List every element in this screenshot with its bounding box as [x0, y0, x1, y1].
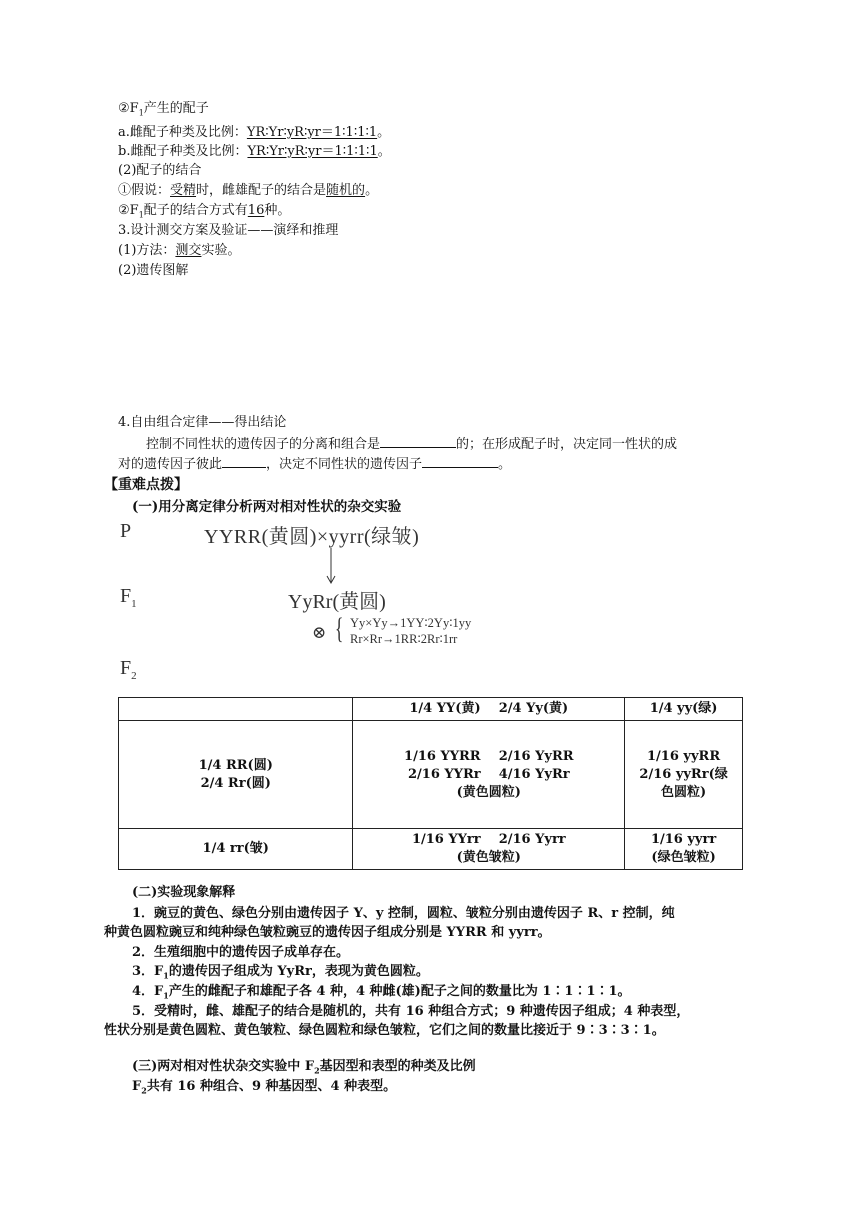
subscript: 1 — [163, 990, 169, 1001]
line-text: 的遗传因子组成为 YyRr，表现为黄色圆粒。 — [168, 964, 429, 979]
f2-generation-label — [120, 657, 137, 682]
f-symbol: F — [129, 203, 139, 218]
heading-text: 产生的配子 — [143, 101, 209, 116]
line-text: 产生的雌配子和雄配子各 4 种，4 种雌(雄)配子之间的数量比为 1∶1∶1∶1。 — [168, 984, 631, 999]
circle-number: ② — [118, 101, 130, 116]
f-symbol: F — [120, 585, 132, 607]
method-line — [118, 242, 240, 260]
cell-line: 1/16 yyRR — [647, 748, 721, 764]
combination-heading: (2)配子的结合 — [118, 163, 202, 178]
circle-number: ② — [118, 203, 130, 218]
gamete-ratio-answer: YR∶Yr∶yR∶yr＝1∶1∶1∶1 — [247, 144, 378, 159]
explanation-item-1-line-2: 种黄色圆粒豌豆和纯种绿色皱粒豌豆的遗传因子组成分别是 YYRR 和 yyrr。 — [104, 925, 551, 940]
self-cross-icon: ⊗ — [312, 623, 327, 642]
f-symbol: F — [120, 657, 132, 679]
f-symbol: F — [132, 1079, 142, 1094]
table-row-label — [119, 721, 353, 829]
cell-line: 1/16 yyrr — [650, 832, 717, 847]
line-text: (三)两对相对性状杂交实验中 F — [132, 1059, 315, 1074]
table-row — [119, 721, 743, 829]
subscript: 1 — [138, 108, 144, 118]
cell-line: 色圆粒) — [661, 784, 707, 800]
table-cell — [625, 829, 743, 870]
line-prefix: b.雌配子种类及比例： — [118, 144, 248, 159]
subscript: 1 — [138, 210, 144, 220]
f1-genotype-text: YyRr(黄圆) — [288, 591, 386, 613]
brace-icon: { — [334, 612, 344, 645]
punctuation: 。 — [377, 144, 391, 159]
f2-genotype-table — [118, 697, 743, 870]
table-header-cell: 1/4 YY(黄) 2/4 Yy(黄) — [353, 698, 625, 721]
random-answer: 随机的 — [326, 183, 366, 198]
subscript: 1 — [163, 970, 169, 981]
f1-generation-label — [120, 585, 137, 610]
hypothesis-line — [118, 182, 378, 200]
line-prefix: (1)方法： — [118, 243, 176, 258]
cell-line: (黄色圆粒) — [456, 784, 521, 800]
line-text: 的；在形成配子时，决定同一性状的成 — [456, 437, 678, 452]
rr-cross-text: Rr×Rr→1RR∶2Rr∶1rr — [350, 632, 458, 646]
types-ratio-summary — [132, 1078, 396, 1100]
cell-line: (黄色皱粒) — [456, 850, 521, 865]
punctuation: 。 — [365, 183, 379, 198]
subscript: 2 — [141, 1085, 147, 1096]
line-text: 控制不同性状的遗传因子的分离和组合是 — [146, 437, 381, 452]
explanation-item-3 — [132, 963, 429, 985]
line-text: 对的遗传因子彼此 — [118, 457, 223, 472]
line-text: ，决定不同性状的遗传因子 — [266, 457, 423, 472]
fill-blank[interactable] — [222, 454, 266, 468]
testcross-heading: 3.设计测交方案及验证——演绎和推理 — [118, 223, 339, 238]
p-cross-text: YYRR(黄圆)×yyrr(绿皱) — [204, 526, 420, 548]
label-line: 1/4 rr(皱) — [202, 841, 269, 856]
line-text: 4．F — [132, 984, 164, 999]
explanation-item-4 — [132, 983, 631, 1005]
cell-line: 1/16 YYRR 2/16 YyRR — [404, 748, 574, 764]
table-cell — [353, 721, 625, 829]
explanation-item-2: 2．生殖细胞中的遗传因子成单存在。 — [132, 945, 350, 960]
table-cell — [353, 829, 625, 870]
fill-blank[interactable] — [380, 434, 456, 448]
gamete-ratio-answer: YR∶Yr∶yR∶yr＝1∶1∶1∶1 — [246, 125, 378, 140]
table-corner-cell — [119, 698, 353, 721]
line-text: 配子的结合方式有 — [143, 203, 248, 218]
label-line: 2/4 Rr(圆) — [200, 775, 271, 791]
table-cell — [625, 721, 743, 829]
label-line: 1/4 RR(圆) — [198, 757, 273, 773]
cell-line: (绿色皱粒) — [651, 850, 716, 865]
table-header-row — [119, 698, 743, 721]
subscript: 1 — [131, 598, 137, 610]
analysis-heading: (一)用分离定律分析两对相对性状的杂交实验 — [132, 499, 402, 515]
testcross-answer: 测交 — [175, 243, 202, 258]
law-line-1 — [146, 434, 677, 454]
line-text: 3．F — [132, 964, 164, 979]
line-text: 实验。 — [201, 243, 241, 258]
table-row-label — [119, 829, 353, 870]
diagram-label: (2)遗传图解 — [118, 263, 189, 278]
key-points-heading: 【重难点拨】 — [104, 477, 188, 493]
fill-blank[interactable] — [422, 454, 498, 468]
punctuation: 。 — [377, 125, 391, 140]
line-text: 种。 — [264, 203, 291, 218]
female-gametes-line — [118, 124, 390, 142]
line-text: 共有 16 种组合、9 种基因型、4 种表型。 — [146, 1079, 397, 1094]
explanation-item-5-line-2: 性状分别是黄色圆粒、黄色皱粒、绿色圆粒和绿色皱粒，它们之间的数量比接近于 9∶3∶3∶1。 — [104, 1023, 665, 1038]
types-ratio-heading — [132, 1058, 476, 1080]
p-generation-label: P — [120, 520, 132, 542]
line-prefix: a.雌配子种类及比例： — [118, 125, 247, 140]
fertilization-answer: 受精 — [170, 183, 197, 198]
line-text: 基因型和表型的种类及比例 — [319, 1059, 476, 1074]
line-prefix: ①假说： — [118, 183, 171, 198]
explanation-heading: (二)实验现象解释 — [132, 885, 236, 900]
male-gametes-line — [118, 143, 391, 161]
cell-line: 1/16 YYrr 2/16 Yyrr — [411, 832, 566, 847]
explanation-item-1-line-1: 1．豌豆的黄色、绿色分别由遗传因子 Y、y 控制，圆粒、皱粒分别由遗传因子 R、r 控制，纯 — [132, 906, 675, 921]
law-line-2 — [118, 454, 511, 474]
ways-count-answer: 16 — [247, 203, 265, 218]
cell-line: 2/16 YYRr 4/16 YyRr — [407, 766, 570, 782]
line-text: 时，雌雄配子的结合是 — [196, 183, 327, 198]
explanation-item-5-line-1: 5．受精时，雌、雄配子的结合是随机的，共有 16 种组合方式；9 种遗传因子组成；4 种表型， — [132, 1004, 690, 1019]
down-arrow-icon — [325, 548, 337, 584]
table-header-cell: 1/4 yy(绿) — [625, 698, 743, 721]
subscript: 2 — [131, 670, 137, 682]
subscript: 2 — [314, 1065, 320, 1076]
cell-line: 2/16 yyRr(绿 — [639, 766, 728, 782]
law-heading: 4.自由组合定律——得出结论 — [118, 415, 287, 430]
gametes-heading — [118, 100, 209, 123]
yy-cross-text: Yy×Yy→1YY∶2Yy∶1yy — [350, 616, 472, 630]
f-symbol: F — [129, 101, 139, 116]
punctuation: 。 — [498, 457, 512, 472]
table-row — [119, 829, 743, 870]
